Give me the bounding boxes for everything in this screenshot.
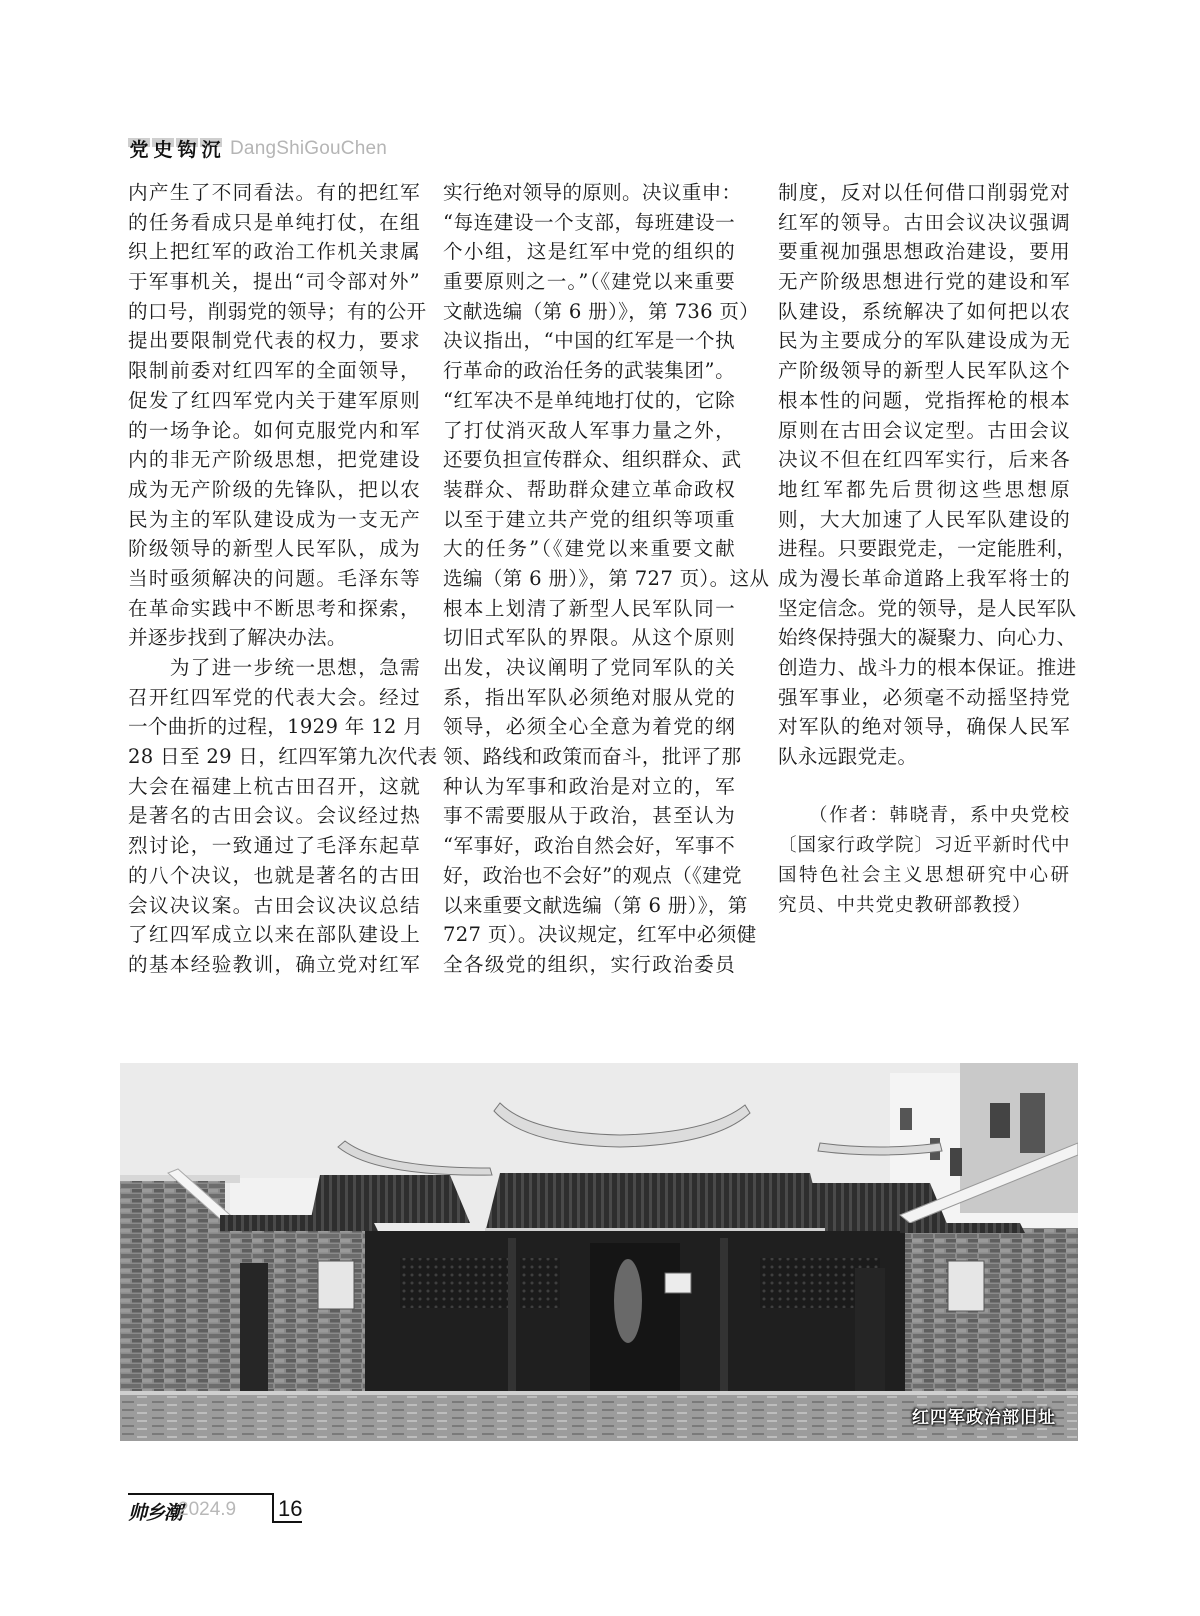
text-line: 民为主的军队建设成为一支无产 (128, 507, 420, 531)
text-line: 切旧式军队的界限。从这个原则 (443, 626, 735, 650)
text-line: 队建设，系统解决了如何把以农 (778, 299, 1070, 323)
text-line: 对军队的绝对领导，确保人民军 (778, 715, 1070, 739)
text-line: “军事好，政治自然会好，军事不 (443, 834, 735, 858)
text-line: 事不需要服从于政治，甚至认为 (443, 804, 735, 828)
text-line: “每连建设一个支部，每班建设一 (443, 210, 735, 234)
text-line: 的一场争论。如何克服党内和军 (128, 418, 420, 442)
text-line: 强军事业，必须毫不动摇坚持党 (778, 685, 1070, 709)
text-line: 全各级党的组织，实行政治委员 (443, 952, 735, 976)
text-line: 了红四军成立以来在部队建设上 (128, 923, 420, 947)
page-footer (128, 1493, 303, 1525)
text-line: 是著名的古田会议。会议经过热 (128, 804, 420, 828)
footer-rule (128, 1493, 272, 1495)
text-line: 则，大大加速了人民军队建设的 (778, 507, 1070, 531)
text-line: 进程。只要跟党走，一定能胜利， (778, 537, 1077, 561)
text-line: 内的非无产阶级思想，把党建设 (128, 448, 420, 472)
section-header (128, 136, 387, 162)
text-line: 会议决议案。古田会议决议总结 (128, 893, 420, 917)
text-line: 出发，决议阐明了党同军队的关 (443, 656, 735, 679)
article-column-3 (778, 178, 1077, 920)
text-line: 成为漫长革命道路上我军将士的 (778, 566, 1070, 590)
text-line: 坚定信念。党的领导，是人民军队 (778, 596, 1077, 620)
author-byline (778, 801, 1070, 920)
text-line: 系，指出军队必须绝对服从党的 (443, 685, 735, 709)
text-line: 领、路线和政策而奋斗，批评了那 (443, 745, 742, 769)
article-column-1 (128, 178, 438, 980)
building-photo (120, 1063, 1078, 1441)
text-line: 限制前委对红四军的全面领导， (128, 359, 420, 383)
text-line: 地红军都先后贯彻这些思想原 (778, 477, 1070, 501)
text-line: 内产生了不同看法。有的把红军 (128, 181, 420, 204)
text-line: 无产阶级思想进行党的建设和军 (778, 270, 1070, 294)
text-line: 烈讨论，一致通过了毛泽东起草 (128, 834, 420, 858)
text-line: 文献选编（第 6 册）》，第 736 页） (443, 299, 760, 323)
issue-date: 2024.9 (178, 1499, 237, 1520)
text-line: 一个曲折的过程，1929 年 12 月 (128, 715, 424, 739)
text-line: 选编（第 6 册）》，第 727 页）。这从 (443, 566, 770, 590)
byline-line: 究员、中共党史教研部教授） (778, 894, 1032, 916)
text-line: 以至于建立共产党的组织等项重 (443, 507, 735, 531)
footer-rule (272, 1493, 274, 1523)
text-line: 为了进一步统一思想，急需 (128, 656, 420, 679)
text-line: 创造力、战斗力的根本保证。推进 (778, 656, 1077, 679)
section-title-char: 钩 (177, 139, 197, 161)
text-line: 实行绝对领导的原则。决议重申： (443, 181, 742, 204)
building-illustration (120, 1063, 1078, 1441)
text-line: 当时亟须解决的问题。毛泽东等 (128, 566, 420, 590)
text-line: 决议指出，“中国的红军是一个执 (443, 329, 735, 353)
text-line: 在革命实践中不断思考和探索， (128, 596, 420, 620)
text-line: 根本上划清了新型人民军队同一 (443, 596, 735, 620)
text-line: 的口号，削弱党的领导；有的公开 (128, 299, 427, 323)
text-line: 727 页）。决议规定，红军中必须健 (443, 923, 757, 947)
section-title-char: 沉 (201, 139, 221, 161)
photo-caption: 红四军政治部旧址 (912, 1408, 1056, 1428)
text-line: 队永远跟党走。 (778, 745, 918, 769)
text-line: 根本性的问题，党指挥枪的根本 (778, 388, 1070, 412)
page-number: 16 (278, 1496, 303, 1521)
text-line: 的八个决议，也就是著名的古田 (128, 863, 420, 887)
text-line: 大的任务”（《建党以来重要文献 (443, 537, 735, 561)
text-line: 并逐步找到了解决办法。 (128, 626, 347, 650)
text-line: 红军的领导。古田会议决议强调 (778, 210, 1070, 234)
text-line: 原则在古田会议定型。古田会议 (778, 418, 1070, 442)
text-line: 还要负担宣传群众、组织群众、武 (443, 448, 742, 472)
text-line: 以来重要文献选编（第 6 册）》，第 (443, 893, 748, 917)
text-line: 了打仗消灭敌人军事力量之外， (443, 418, 735, 442)
text-line: 阶级领导的新型人民军队，成为 (128, 537, 420, 561)
magazine-name: 帅乡潮 (128, 1502, 183, 1524)
text-line: 装群众、帮助群众建立革命政权 (443, 477, 735, 501)
text-line: 重要原则之一。”（《建党以来重要 (443, 270, 735, 294)
text-line: 促发了红四军党内关于建军原则 (128, 388, 420, 412)
byline-line: （作者：韩晓青，系中央党校 (778, 805, 1070, 827)
text-line: 于军事机关，提出“司令部对外” (128, 270, 420, 294)
text-line: 成为无产阶级的先锋队，把以农 (128, 477, 420, 501)
text-line: 的任务看成只是单纯打仗，在组 (128, 210, 420, 234)
text-line: 大会在福建上杭古田召开，这就 (128, 774, 420, 798)
text-line: 产阶级领导的新型人民军队这个 (778, 359, 1070, 383)
byline-line: 国特色社会主义思想研究中心研 (778, 864, 1070, 886)
text-line: 个小组，这是红军中党的组织的 (443, 240, 735, 264)
text-line: 好，政治也不会好”的观点（《建党 (443, 863, 742, 887)
article-column-2 (443, 178, 770, 980)
text-line: 领导，必须全心全意为着党的纲 (443, 715, 735, 739)
spacer (778, 772, 1070, 802)
text-line: 织上把红军的政治工作机关隶属 (128, 240, 420, 264)
text-line: 28 日至 29 日，红四军第九次代表 (128, 745, 438, 769)
text-line: “红军决不是单纯地打仗的，它除 (443, 388, 735, 412)
text-line: 要重视加强思想政治建设，要用 (778, 240, 1070, 264)
text-line: 始终保持强大的凝聚力、向心力、 (778, 626, 1077, 650)
section-title-char: 党 (129, 139, 149, 161)
byline-line: 〔国家行政学院〕习近平新时代中 (778, 835, 1071, 857)
text-line: 行革命的政治任务的武装集团”。 (443, 359, 735, 383)
section-title-cn (128, 138, 222, 160)
text-line: 提出要限制党代表的权力，要求 (128, 329, 420, 353)
text-line: 的基本经验教训，确立党对红军 (128, 952, 420, 976)
text-line: 种认为军事和政治是对立的，军 (443, 774, 735, 798)
text-line: 制度，反对以任何借口削弱党对 (778, 181, 1070, 204)
section-title-char: 史 (153, 139, 173, 161)
section-title-en: DangShiGouChen (230, 138, 388, 159)
text-line: 决议不但在红四军实行，后来各 (778, 448, 1070, 472)
text-line: 召开红四军党的代表大会。经过 (128, 685, 420, 709)
text-line: 民为主要成分的军队建设成为无 (778, 329, 1070, 353)
